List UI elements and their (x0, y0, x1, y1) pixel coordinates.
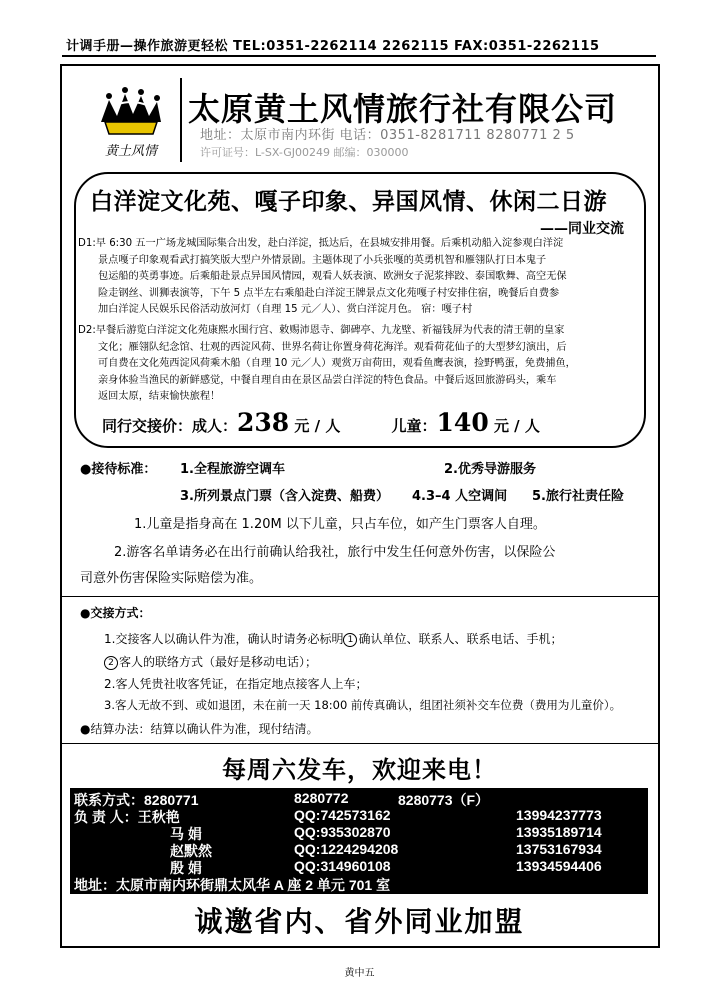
company-contact-line: 地址：太原市南内环街 电话：0351-8281711 8280771 2 5 (200, 128, 575, 143)
contact-person: 负 责 人：王秋艳 (74, 809, 180, 825)
itinerary-day1 (78, 236, 634, 319)
handover-line: 2.客人凭贵社收客凭证，在指定地点接客人上车； (104, 677, 368, 691)
contact-phone: 8280772 (294, 790, 349, 806)
handover-line: 1.交接客人以确认件为准，确认时请务必标明 1 确认单位、联系人、联系电话、手机； (104, 632, 563, 646)
contact-fax: 8280773（F） (398, 792, 490, 808)
handover-line: 2 客人的联络方式（最好是移动电话）； (104, 653, 317, 670)
handover-line: 3.客人无故不到、或如退团，未在前一天 18:00 前传真确认，组团社须补交车位费（费用为儿童价）。 (104, 698, 622, 712)
tour-subtitle: ——同业交流 (540, 221, 624, 237)
itinerary-line: 返回太原，结束愉快旅程！ (98, 391, 221, 403)
company-name: 太原黄土风情旅行社有限公司 (188, 90, 618, 128)
note-insurance: 2.游客名单请务必在出行前确认给我社，旅行中发生任何意外伤害，以保险公 (114, 545, 556, 560)
contact-person: 赵默然 (170, 843, 212, 859)
section-divider (62, 596, 658, 597)
settlement-note: ●结算办法：结算以确认件为准，现付结清。 (80, 722, 319, 736)
logo-mark-icon (95, 82, 167, 142)
handover-heading: ●交接方式： (80, 606, 151, 620)
price-row (102, 408, 540, 437)
tour-title: 白洋淀文化苑、嘎子印象、异国风情、休闲二日游 (90, 188, 607, 215)
logo-divider (180, 78, 182, 162)
contact-address: 地址：太原市南内环街鼎太风华 A 座 2 单元 701 室 (74, 877, 391, 893)
standards-heading: ●接待标准： (80, 462, 157, 477)
itinerary-line: 加白洋淀人民娱乐民俗活动放河灯（自理 15 元／人）、赏白洋淀月色。 宿：嘎子村 (98, 304, 473, 316)
itinerary-line: 文化；雁翎队纪念馆、壮观的西淀风荷、世界名荷让你置身荷花海洋。观看荷花仙子的大型梦幻演出，后 (98, 341, 567, 353)
contact-person: 殷 娟 (170, 860, 202, 876)
adult-price: 238 (237, 408, 290, 437)
child-price: 140 (436, 408, 489, 437)
standard-item: 5.旅行社责任险 (532, 489, 624, 504)
page-header: 计调手册—操作旅游更轻松 TEL:0351-2262114 2262115 FAX:0351-2262115 (66, 39, 600, 54)
contact-mobile: 13935189714 (516, 824, 602, 840)
invitation-banner: 诚邀省内、省外同业加盟 (194, 905, 525, 938)
day-label: D2: (78, 325, 96, 336)
standard-item: 3.所列景点门票（含入淀费、船费） (180, 489, 389, 504)
circled-number-icon: 2 (104, 656, 118, 670)
contact-block (70, 788, 648, 894)
contact-qq: QQ:1224294208 (294, 841, 399, 857)
section-divider (62, 743, 658, 744)
price-unit: 元 / 人 (289, 417, 341, 435)
contact-qq: QQ:935302870 (294, 824, 391, 840)
itinerary-line: 包运船的英勇事迹。后乘船赴景点异国风情园，观看人妖表演、欧洲女子泥浆摔跤、泰国歌舞、高空无保 (98, 271, 567, 283)
standard-item: 4.3–4 人空调间 (412, 489, 508, 504)
itinerary-line: 险走钢丝、训狮表演等，下午 5 点半左右乘船赴白洋淀王牌景点文化苑嘎子村安排住宿，晚餐后自费参 (98, 287, 560, 299)
itinerary-line: 景点嘎子印象观看武打搞笑版大型户外情景剧。主题体现了小兵张嘎的英勇机智和雁翎队打日本鬼子 (98, 254, 547, 266)
day-label: D1: (78, 238, 96, 249)
contact-person: 马 娟 (170, 826, 202, 842)
price-label: 同行交接价：成人： (102, 417, 238, 435)
standard-item: 2.优秀导游服务 (444, 462, 536, 477)
company-license-line: 许可证号：L-SX-GJ00249 邮编：030000 (200, 146, 409, 159)
contact-phone: 联系方式：8280771 (74, 792, 199, 808)
contact-qq: QQ:742573162 (294, 807, 391, 823)
contact-mobile: 13994237773 (516, 807, 602, 823)
circled-number-icon: 1 (343, 633, 357, 647)
header-rule (62, 55, 656, 57)
price-unit: 元 / 人 (488, 417, 540, 435)
itinerary-line: 亲身体验当渔民的新鲜感觉，中餐自理自由在景区品尝白洋淀的特色食品。中餐后返回旅游码头，乘车 (98, 374, 557, 386)
itinerary-day2 (78, 323, 634, 406)
contact-mobile: 13934594406 (516, 858, 602, 874)
slogan: 每周六发车，欢迎来电！ (222, 755, 497, 784)
itinerary-line: D1:早 6:30 五一广场龙城国际集合出发，赴白洋淀，抵达后，在县城安排用餐。后乘机动船入淀参观白洋淀 (78, 238, 564, 249)
note-children: 1.儿童是指身高在 1.20M 以下儿童，只占车位，如产生门票客人自理。 (134, 517, 546, 532)
note-insurance-cont: 司意外伤害保险实际赔偿为准。 (80, 571, 263, 586)
contact-mobile: 13753167934 (516, 841, 602, 857)
itinerary-line: 可自费在文化苑西淀风荷乘木船（自理 10 元／人）观赏万亩荷田，观看鱼鹰表演，捡野鸭蛋，免费捕鱼， (98, 358, 576, 370)
contact-qq: QQ:314960108 (294, 858, 391, 874)
logo-caption: 黄土风情 (104, 144, 157, 159)
itinerary-line: D2:早餐后游览白洋淀文化苑康熙水围行宫、敕赐沛恩寺、御碑亭、九龙壁、祈福钱屏为代表的清王朝的皇家 (78, 325, 565, 336)
page-footer: 黄中五 (344, 968, 375, 979)
standard-item: 1.全程旅游空调车 (180, 462, 285, 477)
child-price-label: 儿童： (391, 417, 437, 435)
